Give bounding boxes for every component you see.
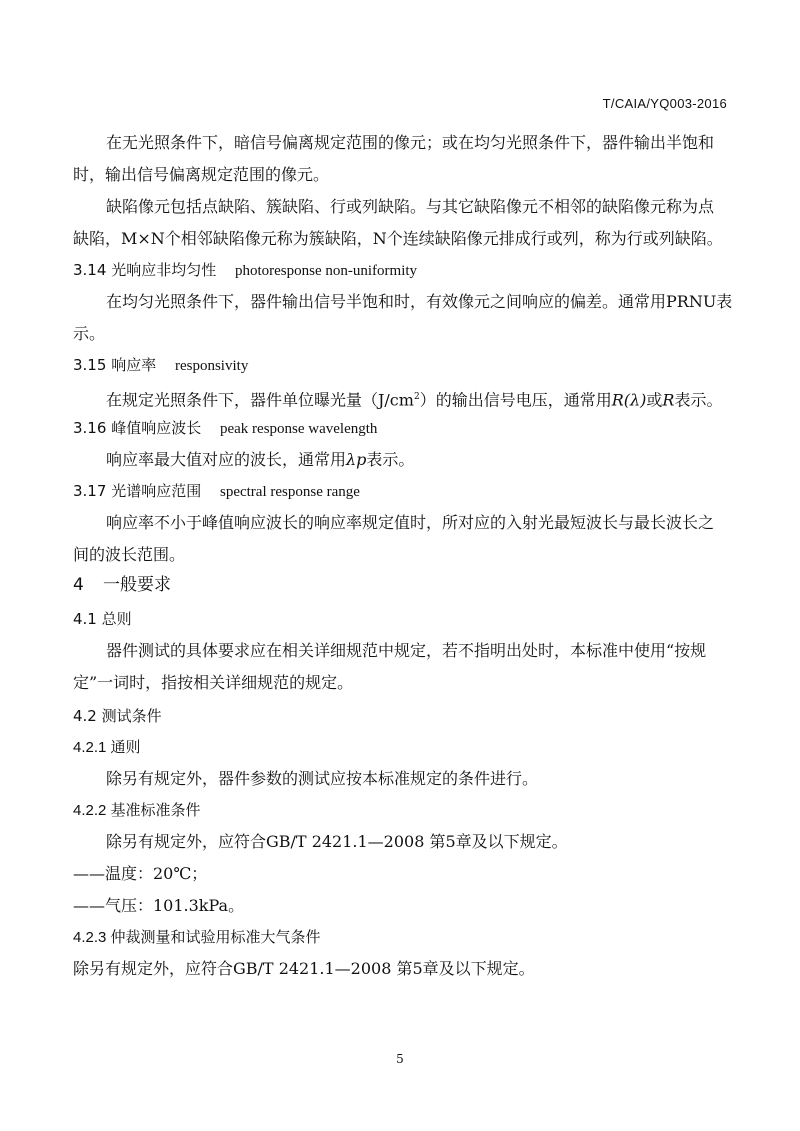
paragraph-line: 在均匀光照条件下，器件输出信号半饱和时，有效像元之间响应的偏差。通常用PRNU表: [106, 292, 733, 311]
paragraph-line: 时，输出信号偏离规定范围的像元。: [73, 165, 330, 184]
paragraph-line: [106, 387, 722, 410]
chapter-heading-4: [73, 575, 171, 595]
text-run: 响应率最大值对应的波长，通常用: [106, 450, 347, 469]
chapter-number: 4: [73, 575, 84, 595]
list-item-temperature: ——温度：20℃；: [73, 864, 208, 883]
text-run: 或: [646, 390, 663, 410]
section-title-en: spectral response range: [219, 484, 360, 500]
section-title: 光响应非均匀性: [111, 261, 217, 279]
section-title: 峰值响应波长: [111, 419, 202, 437]
section-title-en: responsivity: [174, 358, 249, 374]
paragraph-line: 响应率不小于峰值响应波长的响应率规定值时，所对应的入射光最短波长与最长波长之: [106, 513, 715, 532]
symbol-r: R: [662, 390, 675, 410]
section-heading-3-16: [73, 418, 377, 439]
superscript: 2: [413, 392, 420, 402]
chapter-title: 一般要求: [103, 575, 171, 595]
text-run: ）的输出信号电压，通常用: [419, 390, 612, 410]
subsection-heading-4-2-3: 4.2.3 仲裁测量和试验用标准大气条件: [73, 929, 321, 946]
paragraph-line: 除另有规定外，应符合GB/T 2421.1—2008 第5章及以下规定。: [106, 832, 568, 851]
list-item-pressure: ——气压：101.3kPa。: [73, 896, 245, 915]
section-number: 3.16: [73, 419, 107, 437]
paragraph-line: 除另有规定外，应符合GB/T 2421.1—2008 第5章及以下规定。: [73, 959, 535, 978]
paragraph-line: 定”一词时，指按相关详细规范的规定。: [73, 673, 354, 692]
paragraph-line: 除另有规定外，器件参数的测试应按本标准规定的条件进行。: [106, 769, 539, 788]
paragraph-line: 缺陷像元包括点缺陷、簇缺陷、行或列缺陷。与其它缺陷像元不相邻的缺陷像元称为点: [106, 197, 715, 216]
section-heading-4-1: 4.1 总则: [73, 610, 132, 628]
section-heading-3-17: [73, 481, 360, 502]
section-title: 响应率: [111, 356, 157, 374]
text-run: 表示。: [366, 450, 415, 469]
section-title: 光谱响应范围: [111, 482, 202, 500]
section-title-en: peak response wavelength: [219, 421, 378, 437]
symbol-lambda-p: λp: [346, 450, 367, 469]
paragraph-line: 缺陷，M×N个相邻缺陷像元称为簇缺陷，N个连续缺陷像元排成行或列，称为行或列缺陷。: [73, 229, 723, 248]
paragraph-line: 示。: [73, 324, 106, 343]
paragraph-line: 器件测试的具体要求应在相关详细规范中规定，若不指明出处时，本标准中使用“按规: [106, 641, 707, 660]
paragraph-line: [106, 450, 414, 470]
subsection-heading-4-2-2: 4.2.2 基准标准条件: [73, 802, 201, 819]
section-number: 3.15: [73, 356, 107, 374]
section-heading-3-14: [73, 260, 417, 281]
section-title-en: photoresponse non-uniformity: [234, 263, 418, 279]
text-run: 表示。: [674, 390, 723, 410]
document-id: T/CAIA/YQ003-2016: [602, 96, 727, 111]
section-heading-3-15: [73, 355, 248, 376]
text-run: 在规定光照条件下，器件单位曝光量（J/cm: [106, 390, 414, 410]
section-heading-4-2: 4.2 测试条件: [73, 707, 162, 725]
subsection-heading-4-2-1: 4.2.1 通则: [73, 739, 141, 756]
section-number: 3.17: [73, 482, 107, 500]
paragraph-line: 在无光照条件下，暗信号偏离规定范围的像元；或在均匀光照条件下，器件输出半饱和: [106, 133, 715, 152]
page-number: 5: [396, 1052, 404, 1066]
paragraph-line: 间的波长范围。: [73, 545, 186, 564]
symbol-r-lambda: R(λ): [611, 390, 647, 410]
section-number: 3.14: [73, 261, 107, 279]
